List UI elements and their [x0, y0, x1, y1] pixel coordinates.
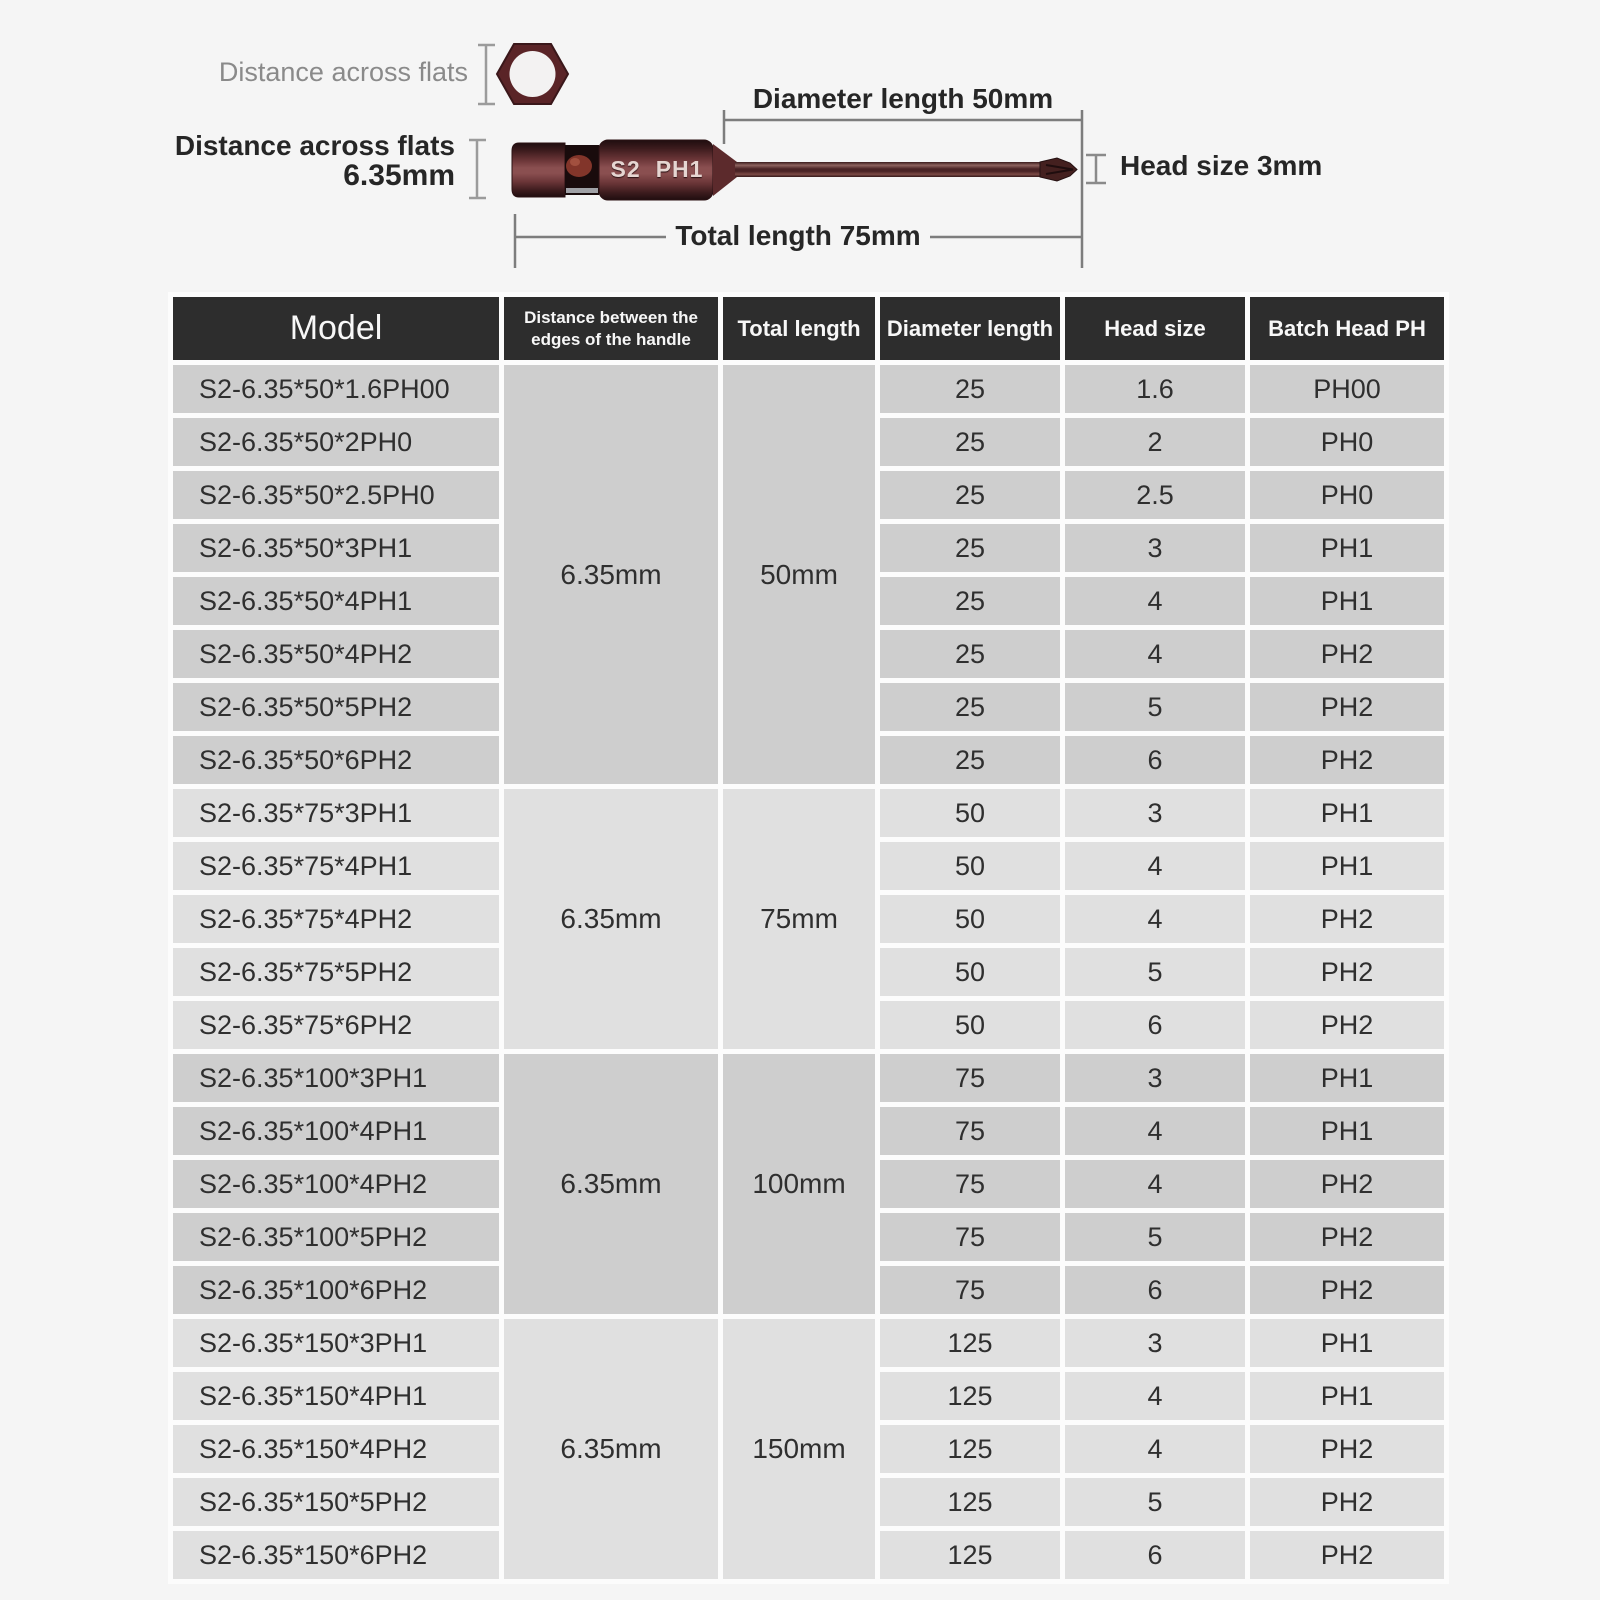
model-cell: S2-6.35*50*4PH1 [173, 577, 499, 625]
diameter-cell: 25 [880, 683, 1060, 731]
head-size-cell: 6 [1065, 1531, 1245, 1579]
distance-across-flats-label-top: Distance across flats [218, 57, 468, 87]
spec-table [168, 292, 1449, 1584]
model-cell: S2-6.35*100*6PH2 [173, 1266, 499, 1314]
head-size-cell: 4 [1065, 895, 1245, 943]
batch-ph-cell: PH2 [1250, 736, 1444, 784]
batch-ph-cell: PH2 [1250, 1001, 1444, 1049]
model-cell: S2-6.35*50*2.5PH0 [173, 471, 499, 519]
diameter-cell: 25 [880, 418, 1060, 466]
diameter-cell: 75 [880, 1266, 1060, 1314]
handle-cell: 6.35mm [504, 789, 718, 1049]
header-batch-head-ph: Batch Head PH [1250, 297, 1444, 360]
diameter-cell: 125 [880, 1478, 1060, 1526]
table-row [173, 1054, 1444, 1102]
header-total-length: Total length [723, 297, 875, 360]
header-handle-distance: Distance between the edges of the handle [504, 297, 718, 360]
batch-ph-cell: PH2 [1250, 683, 1444, 731]
head-size-cell: 5 [1065, 1478, 1245, 1526]
head-size-cell: 5 [1065, 948, 1245, 996]
diameter-cell: 75 [880, 1054, 1060, 1102]
hex-flats-bracket [478, 45, 495, 104]
handle-cell: 6.35mm [504, 1054, 718, 1314]
head-size-cell: 2.5 [1065, 471, 1245, 519]
header-diameter-length: Diameter length [880, 297, 1060, 360]
table-header-row [173, 297, 1444, 360]
diameter-cell: 25 [880, 630, 1060, 678]
batch-ph-cell: PH1 [1250, 1054, 1444, 1102]
batch-ph-cell: PH2 [1250, 630, 1444, 678]
diameter-cell: 75 [880, 1213, 1060, 1261]
batch-ph-cell: PH2 [1250, 1425, 1444, 1473]
head-size-cell: 3 [1065, 1054, 1245, 1102]
header-head-size: Head size [1065, 297, 1245, 360]
model-cell: S2-6.35*50*6PH2 [173, 736, 499, 784]
batch-ph-cell: PH0 [1250, 471, 1444, 519]
head-size-cell: 4 [1065, 1160, 1245, 1208]
model-cell: S2-6.35*75*4PH2 [173, 895, 499, 943]
head-size-cell: 1.6 [1065, 365, 1245, 413]
distance-across-flats-value: 6.35mm [343, 159, 455, 192]
model-cell: S2-6.35*75*4PH1 [173, 842, 499, 890]
batch-ph-cell: PH1 [1250, 842, 1444, 890]
model-cell: S2-6.35*50*4PH2 [173, 630, 499, 678]
batch-ph-cell: PH2 [1250, 948, 1444, 996]
diameter-cell: 25 [880, 577, 1060, 625]
head-size-cell: 3 [1065, 1319, 1245, 1367]
diameter-cell: 50 [880, 948, 1060, 996]
batch-ph-cell: PH2 [1250, 1213, 1444, 1261]
table-row [173, 1319, 1444, 1367]
batch-ph-cell: PH2 [1250, 1160, 1444, 1208]
diameter-cell: 125 [880, 1372, 1060, 1420]
model-cell: S2-6.35*50*1.6PH00 [173, 365, 499, 413]
diameter-cell: 25 [880, 736, 1060, 784]
hex-nut-icon [497, 44, 568, 104]
diameter-cell: 125 [880, 1425, 1060, 1473]
head-size-cell: 4 [1065, 1372, 1245, 1420]
diameter-cell: 50 [880, 789, 1060, 837]
batch-ph-cell: PH2 [1250, 895, 1444, 943]
diameter-cell: 25 [880, 471, 1060, 519]
head-size-cell: 6 [1065, 1266, 1245, 1314]
model-cell: S2-6.35*100*5PH2 [173, 1213, 499, 1261]
head-size-cell: 5 [1065, 1213, 1245, 1261]
head-size-marker [1086, 155, 1106, 183]
model-cell: S2-6.35*75*3PH1 [173, 789, 499, 837]
model-cell: S2-6.35*75*5PH2 [173, 948, 499, 996]
total-length-cell: 150mm [723, 1319, 875, 1579]
diameter-cell: 50 [880, 1001, 1060, 1049]
head-size-cell: 2 [1065, 418, 1245, 466]
model-cell: S2-6.35*50*2PH0 [173, 418, 499, 466]
head-size-cell: 4 [1065, 842, 1245, 890]
diameter-cell: 25 [880, 524, 1060, 572]
total-length-cell: 50mm [723, 365, 875, 784]
head-size-cell: 4 [1065, 577, 1245, 625]
total-length-cell: 75mm [723, 789, 875, 1049]
head-size-label: Head size 3mm [1120, 150, 1323, 181]
bit-marking-drive: PH1 [655, 156, 704, 182]
distance-across-flats-label: Distance across flats [174, 130, 455, 161]
model-cell: S2-6.35*100*4PH1 [173, 1107, 499, 1155]
diameter-length-label: Diameter length 50mm [752, 83, 1054, 114]
batch-ph-cell: PH00 [1250, 365, 1444, 413]
batch-ph-cell: PH1 [1250, 789, 1444, 837]
model-cell: S2-6.35*50*5PH2 [173, 683, 499, 731]
model-cell: S2-6.35*100*4PH2 [173, 1160, 499, 1208]
head-size-cell: 4 [1065, 1425, 1245, 1473]
batch-ph-cell: PH2 [1250, 1478, 1444, 1526]
model-cell: S2-6.35*150*6PH2 [173, 1531, 499, 1579]
diameter-cell: 125 [880, 1319, 1060, 1367]
head-size-cell: 4 [1065, 1107, 1245, 1155]
head-size-cell: 5 [1065, 683, 1245, 731]
batch-ph-cell: PH1 [1250, 1107, 1444, 1155]
batch-ph-cell: PH2 [1250, 1531, 1444, 1579]
bit-diagram [0, 0, 1600, 295]
model-cell: S2-6.35*150*4PH1 [173, 1372, 499, 1420]
head-size-cell: 6 [1065, 1001, 1245, 1049]
total-length-cell: 100mm [723, 1054, 875, 1314]
head-size-cell: 4 [1065, 630, 1245, 678]
batch-ph-cell: PH1 [1250, 524, 1444, 572]
batch-ph-cell: PH2 [1250, 1266, 1444, 1314]
head-size-cell: 3 [1065, 789, 1245, 837]
total-length-label: Total length 75mm [675, 220, 921, 251]
handle-cell: 6.35mm [504, 365, 718, 784]
model-cell: S2-6.35*75*6PH2 [173, 1001, 499, 1049]
head-size-cell: 6 [1065, 736, 1245, 784]
model-cell: S2-6.35*150*4PH2 [173, 1425, 499, 1473]
bit-image [512, 140, 1077, 200]
spec-table-body [173, 365, 1444, 1579]
table-row [173, 365, 1444, 413]
model-cell: S2-6.35*150*3PH1 [173, 1319, 499, 1367]
bit-marking [598, 156, 716, 183]
model-cell: S2-6.35*150*5PH2 [173, 1478, 499, 1526]
batch-ph-cell: PH1 [1250, 577, 1444, 625]
model-cell: S2-6.35*100*3PH1 [173, 1054, 499, 1102]
diameter-cell: 75 [880, 1107, 1060, 1155]
batch-ph-cell: PH1 [1250, 1372, 1444, 1420]
diameter-cell: 50 [880, 895, 1060, 943]
diameter-cell: 50 [880, 842, 1060, 890]
batch-ph-cell: PH1 [1250, 1319, 1444, 1367]
header-model: Model [173, 297, 499, 360]
bit-marking-steel: S2 [610, 156, 641, 182]
diameter-cell: 125 [880, 1531, 1060, 1579]
head-size-cell: 3 [1065, 524, 1245, 572]
diameter-cell: 25 [880, 365, 1060, 413]
handle-cell: 6.35mm [504, 1319, 718, 1579]
batch-ph-cell: PH0 [1250, 418, 1444, 466]
diameter-cell: 75 [880, 1160, 1060, 1208]
model-cell: S2-6.35*50*3PH1 [173, 524, 499, 572]
shank-flats-bracket [469, 140, 486, 198]
table-row [173, 789, 1444, 837]
